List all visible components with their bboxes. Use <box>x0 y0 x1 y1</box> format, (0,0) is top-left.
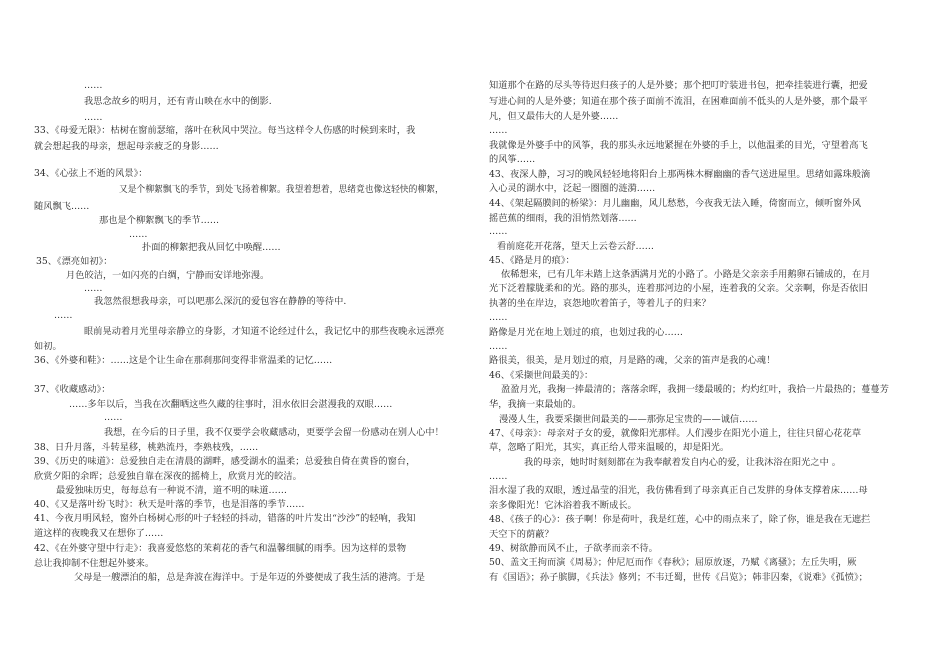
text-line: 47、《母亲》：母亲对子女的爱，就像阳光那样。人们漫步在阳光小道上，往往只留心花花草 <box>489 428 862 439</box>
text-line: 43、夜深人静，习习的晚风轻轻地将阳台上那两株木樨幽幽的香气送进屋里。思绪如露珠般滴 <box>489 169 871 180</box>
left-text-column <box>24 0 444 671</box>
text-line: 36、《外婆和鞋》：……这是个让生命在那刹那间变得非常温柔的记忆…… <box>34 355 333 366</box>
text-line: 总让我抑制不住想起外婆来。 <box>34 558 155 569</box>
text-line: 写进心间的人是外婆；知道在那个孩子面前不流泪，在困难面前不低头的人是外婆，那个最平 <box>489 96 868 107</box>
text-line: …… <box>54 310 73 321</box>
text-line: 42、《在外婆守望中行走》：我喜爱悠悠的茉莉花的香气和温馨细腻的雨季。因为这样的景物 <box>34 543 407 554</box>
text-line: 38、日升月落，斗转星移，桃熟流丹，李熟枝残，…… <box>34 442 259 453</box>
text-line: …… <box>489 341 508 352</box>
text-line: 34、《心弦上不逝的风景》： <box>34 168 148 179</box>
text-line: 我就像是外婆手中的风筝，我的那头永远地紧握在外婆的手上，以他温柔的目光，守望着高飞 <box>489 140 868 151</box>
text-line: 我想，在今后的日子里，我不仅要学会收藏感动，更要学会留一份感动在别人心中！ <box>104 427 444 438</box>
text-line: 路很美，很美，是月划过的痕，月是路的魂，父亲的笛声是我的心魂！ <box>489 355 776 366</box>
text-line: 华，我摘一束最灿的。 <box>489 399 582 410</box>
text-line: 就会想起我的母亲，想起母亲疲乏的身影…… <box>34 141 219 152</box>
text-line: 46、《采撷世间最美的》： <box>489 370 594 381</box>
text-line: 知道那个在路的尽头等待迟归孩子的人是外婆；那个把叮咛装进书包，把牵挂装进行囊，把爱 <box>489 80 868 91</box>
text-line: 欣赏夕阳的余晖；总爱独自靠在深夜的摇椅上，欣赏月光的皎洁。 <box>34 471 302 482</box>
text-line: 盈盈月光，我掬一捧最清的；落落余晖，我拥一缕最暖的；灼灼红叶，我拾一片最热的；蔓蔓芳 <box>501 384 889 395</box>
text-line: 那也是个柳絮飘飞的季节…… <box>99 215 220 226</box>
text-line: 入心灵的湖水中，泛起一圈圈的涟漪…… <box>489 183 656 194</box>
text-line: 光下泛着朦胧柔和的光。路的那头，连着那河边的小屋，连着我的父亲。父亲啊，你是否依旧 <box>489 283 868 294</box>
text-line: 又是个柳絮飘飞的季节，到处飞扬着柳絮。我望着想着，思绪竟也像这轻快的柳絮， <box>119 184 444 195</box>
text-line: 我忽然很想我母亲，可以吧那么深沉的爱包容在静静的等待中. <box>94 296 347 307</box>
text-line: ……多年以后，当我在次翻晒这些久藏的往事时，泪水依旧会湛漫我的双眼…… <box>69 399 393 410</box>
text-line: 41、今夜月明风轻，窗外白杨树心形的叶子轻轻的抖动，错落的叶片发出“沙沙”的轻响，我知 <box>34 513 416 524</box>
text-line: 33、《母爱无限》：枯树在窗前瑟缩，落叶在秋风中哭泣。每当这样令人伤感的时候到来时，我 <box>34 125 416 136</box>
text-line: …… <box>104 412 123 423</box>
right-text-column <box>489 0 929 671</box>
text-line: 最爱独味历史，每每总有一种说不清，道不明的味道…… <box>56 485 287 496</box>
text-line: 路像是月光在地上划过的痕，也划过我的心…… <box>489 327 683 338</box>
text-line: 执著的坐在岸边，哀怨地吹着笛子，等着儿子的归来？ <box>489 298 711 309</box>
text-line: 如初。 <box>34 341 62 352</box>
text-line: …… <box>84 283 103 294</box>
text-line: 凡，但又最伟大的人是外婆…… <box>489 111 619 122</box>
text-line: …… <box>489 125 508 136</box>
text-line: …… <box>84 80 103 91</box>
text-line: …… <box>84 112 103 123</box>
text-line: 泪水湿了我的双眼，透过晶莹的泪光，我仿佛看到了母亲真正自己发胖的身体支撑着床……母 <box>489 485 868 496</box>
text-line: …… <box>489 312 508 323</box>
text-line: 45、《路是月的痕》： <box>489 255 575 266</box>
text-line: 依稀想来，已有几年未踏上这条洒满月光的小路了。小路是父亲亲手用鹅卵石铺成的，在月 <box>501 269 871 280</box>
text-line: 眼前晃动着月光里母亲静立的身影，才知道不论经过什么，我记忆中的那些夜晚永远漂亮 <box>84 326 445 337</box>
text-line: 摇芭蕉的细雨，我的泪悄然划落…… <box>489 213 637 224</box>
text-line: 月色皎洁，一如闪亮的白绸，宁静而安详地弥漫。 <box>66 270 270 281</box>
text-line: 亲多像阳光！它沐浴着我不断成长。 <box>489 500 637 511</box>
text-line: …… <box>489 471 508 482</box>
text-line: 35、《漂亮如初》： <box>36 256 113 267</box>
text-line: 39、《历史的味道》：总爱独自走在清晨的湖畔，感受湖水的温柔；总爱独自倚在黄昏的窗台， <box>34 456 416 467</box>
text-line: 道这样的夜晚我又在想你了…… <box>34 528 164 539</box>
text-line: 看前庭花开花落，望天上云卷云舒…… <box>497 241 655 252</box>
text-line: 的风筝…… <box>489 154 536 165</box>
text-line: 40、《又是落叶纷飞时》：秋天是叶落的季节，也是泪落的季节…… <box>34 499 305 510</box>
text-line: 48、《孩子的心》：孩子啊！你是荷叶，我是红莲，心中的雨点来了，除了你，谁是我在无遮拦 <box>489 514 871 525</box>
text-line: 44、《架起隔膜间的桥梁》：月儿幽幽，风儿愁愁，今夜我无法入睡，倚窗而立，倾听窗外风 <box>489 198 862 209</box>
text-line: 49、树欲静而风不止，子欲孝而亲不待。 <box>489 543 658 554</box>
text-line: …… <box>129 229 148 240</box>
text-line: 我思念故乡的明月，还有青山映在水中的倒影. <box>84 96 272 107</box>
text-line: 有《国语》；孙子膑脚，《兵法》修列；不韦迁蜀，世传《吕览》；韩非囚秦，《说难》《孤愤》； <box>489 572 868 583</box>
text-line: 漫漫人生，我要采撷世间最美的——那弥足宝贵的——诚信…… <box>499 414 758 425</box>
text-line: 随风飘飞…… <box>34 201 90 212</box>
text-line: 草，忽略了阳光，其实，真正给人带来温暖的，却是阳光。 <box>489 442 730 453</box>
text-line: 50、盖文王拘而演《周易》；仲尼厄而作《春秋》；屈原放逐，乃赋《离骚》；左丘失明，厥 <box>489 557 857 568</box>
text-line: 我的母亲，她时时刻刻都在为我奉献着发自内心的爱，让我沐浴在阳光之中 。 <box>524 457 842 468</box>
text-line: …… <box>489 226 508 237</box>
text-line: 37、《收藏感动》： <box>34 384 111 395</box>
text-line: 父母是一艘漂泊的船，总是奔波在海洋中。于是年迈的外婆便成了我生活的港湾。于是 <box>74 572 426 583</box>
text-line: 扑面的柳絮把我从回忆中唤醒…… <box>142 242 281 253</box>
text-line: 天空下的荫蔽？ <box>489 529 554 540</box>
